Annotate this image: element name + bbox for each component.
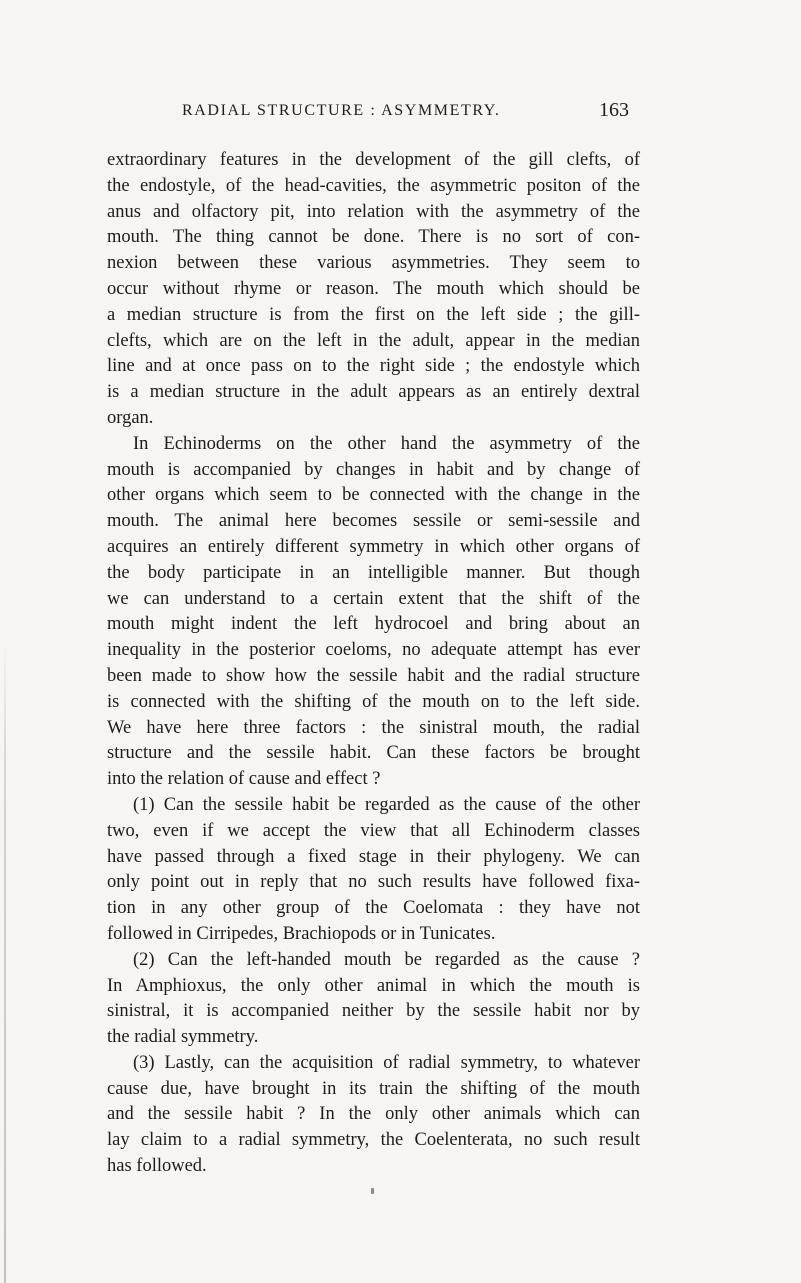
text-line: a median structure is from the first on the left side ; the gill- (107, 304, 640, 325)
page-gutter-shadow (4, 640, 6, 1283)
text-line: been made to show how the sessile habit and the radial structure (107, 665, 640, 686)
text-line: occur without rhyme or reason. The mouth which should be (107, 278, 640, 299)
text-line: organ. (107, 407, 154, 428)
text-line: only point out in reply that no such results have followed fixa- (107, 872, 640, 893)
text-line: In Echinoderms on the other hand the asymmetry of the (133, 433, 640, 454)
body-text (107, 148, 640, 1180)
text-line: followed in Cirripedes, Brachiopods or in Tunicates. (107, 923, 496, 944)
text-line: mouth. The animal here becomes sessile or semi-sessile and (107, 511, 640, 532)
text-line: acquires an entirely different symmetry in which other organs of (107, 536, 640, 557)
ink-speck (371, 1188, 374, 1194)
running-title: RADIAL STRUCTURE : ASYMMETRY. (182, 102, 501, 119)
text-line: nexion between these various asymmetries. They seem to (107, 253, 640, 274)
text-line: other organs which seem to be connected with the change in the (107, 485, 640, 506)
text-line: two, even if we accept the view that all Echinoderm classes (107, 820, 640, 841)
text-line: cause due, have brought in its train the shifting of the mouth (107, 1078, 640, 1099)
running-head (0, 99, 801, 132)
text-line: tion in any other group of the Coelomata : they have not (107, 898, 640, 919)
text-line: and the sessile habit ? In the only other animals which can (107, 1104, 640, 1125)
text-line: (2) Can the left-handed mouth be regarded as the cause ? (133, 949, 640, 970)
text-line: inequality in the posterior coeloms, no adequate attempt has ever (107, 640, 640, 661)
text-line: We have here three factors : the sinistral mouth, the radial (107, 717, 640, 738)
text-line: anus and olfactory pit, into relation with the asymmetry of the (107, 201, 640, 222)
text-line: mouth is accompanied by changes in habit and by change of (107, 459, 640, 480)
text-line: have passed through a fixed stage in their phylogeny. We can (107, 846, 640, 867)
text-line: we can understand to a certain extent that the shift of the (107, 588, 640, 609)
text-line: In Amphioxus, the only other animal in which the mouth is (107, 975, 640, 996)
page-number: 163 (599, 99, 629, 121)
text-line: the body participate in an intelligible manner. But though (107, 562, 640, 583)
text-line: line and at once pass on to the right side ; the endostyle which (107, 356, 640, 377)
text-line: (1) Can the sessile habit be regarded as the cause of the other (133, 794, 640, 815)
text-line: clefts, which are on the left in the adult, appear in the median (107, 330, 640, 351)
text-line: has followed. (107, 1156, 207, 1177)
text-line: the radial symmetry. (107, 1027, 259, 1048)
text-line: into the relation of cause and effect ? (107, 769, 381, 790)
text-line: extraordinary features in the development of the gill clefts, of (107, 150, 640, 170)
text-line: mouth. The thing cannot be done. There is no sort of con- (107, 227, 640, 248)
text-line: is a median structure in the adult appears as an entirely dextral (107, 382, 640, 403)
text-line: sinistral, it is accompanied neither by the sessile habit nor by (107, 1001, 640, 1022)
text-line: structure and the sessile habit. Can these factors be brought (107, 743, 640, 764)
text-line: mouth might indent the left hydrocoel and bring about an (107, 614, 640, 635)
text-line: is connected with the shifting of the mouth on to the left side. (107, 691, 640, 712)
text-line: (3) Lastly, can the acquisition of radial symmetry, to whatever (133, 1052, 640, 1073)
text-line: lay claim to a radial symmetry, the Coelenterata, no such result (107, 1130, 640, 1151)
text-line: the endostyle, of the head-cavities, the asymmetric positon of the (107, 175, 640, 196)
